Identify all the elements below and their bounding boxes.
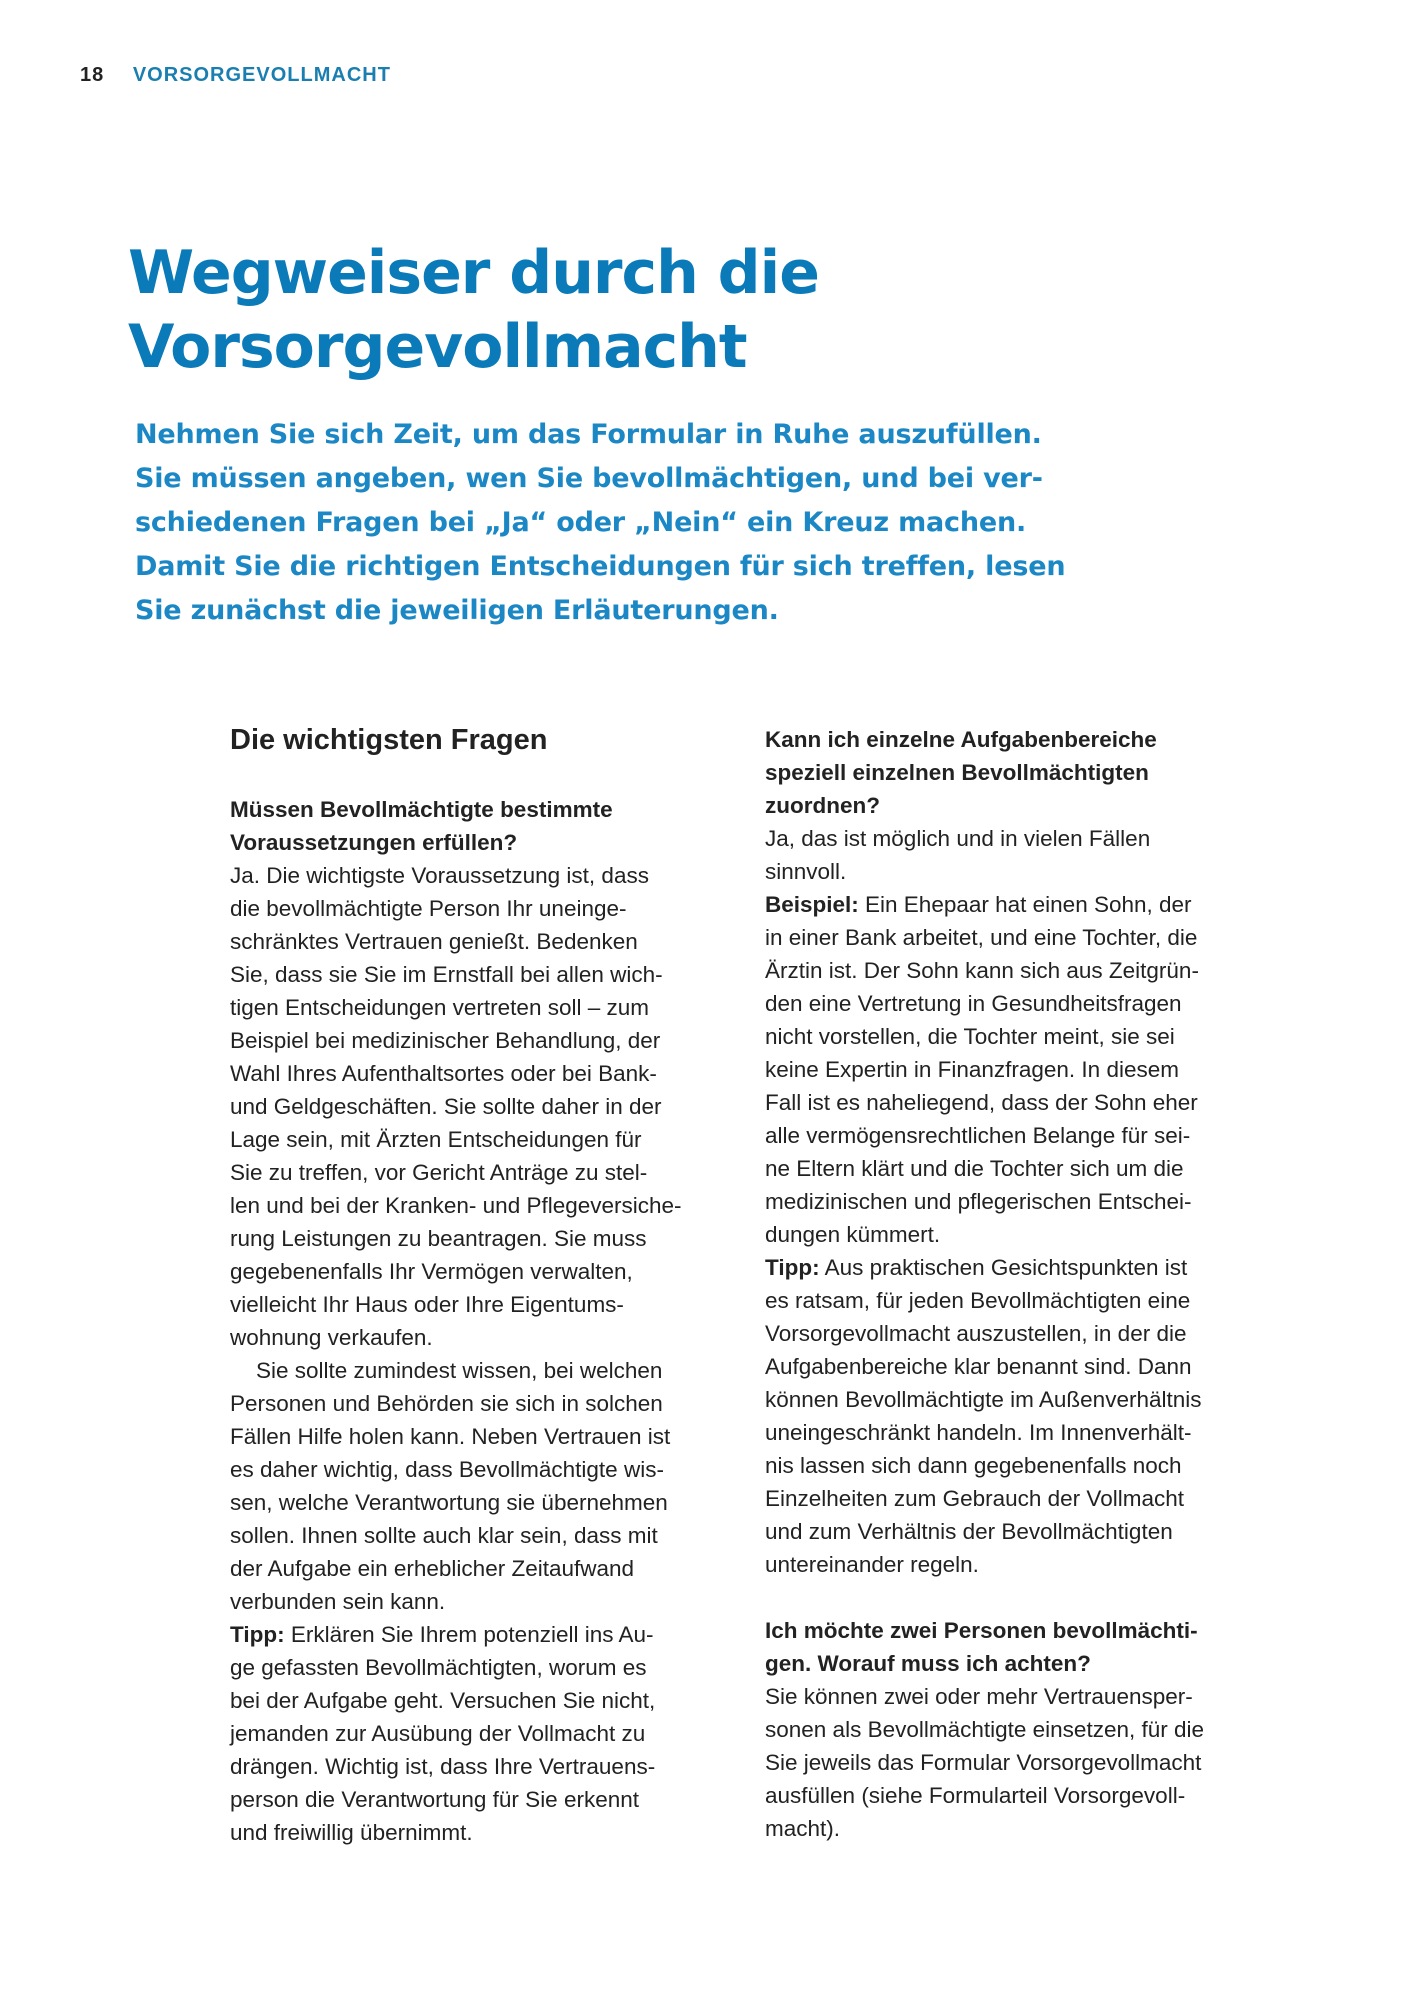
question-line: gen. Worauf muss ich achten?: [765, 1651, 1091, 1676]
body-line: Sie können zwei oder mehr Vertrauensper-: [765, 1684, 1193, 1709]
body-line: und Geldgeschäften. Sie sollte daher in der: [230, 1094, 662, 1119]
tip-label: Tipp:: [765, 1255, 820, 1280]
body-line: schränktes Vertrauen genießt. Bedenken: [230, 929, 638, 954]
body-line: verbunden sein kann.: [230, 1589, 446, 1614]
answer-paragraph: [765, 822, 1305, 888]
question-heading: [765, 1614, 1305, 1680]
body-line: ausfüllen (siehe Formularteil Vorsorgevoll-: [765, 1783, 1186, 1808]
lead-paragraph: [135, 413, 1135, 633]
body-line: und zum Verhältnis der Bevollmächtigten: [765, 1519, 1173, 1544]
body-line: Ärztin ist. Der Sohn kann sich aus Zeitgrün-: [765, 958, 1199, 983]
body-line: Ja. Die wichtigste Voraussetzung ist, dass: [230, 863, 649, 888]
body-line: vielleicht Ihr Haus oder Ihre Eigentums-: [230, 1292, 624, 1317]
body-line: Wahl Ihres Aufenthaltsortes oder bei Bank-: [230, 1061, 657, 1086]
paragraph-spacer: [765, 1581, 1305, 1614]
body-line: den eine Vertretung in Gesundheitsfragen: [765, 991, 1182, 1016]
running-head: [80, 62, 391, 88]
tip-text: Erklären Sie Ihrem potenziell ins Au-: [284, 1622, 654, 1647]
body-line: sen, welche Verantwortung sie übernehmen: [230, 1490, 668, 1515]
body-line: Beispiel bei medizinischer Behandlung, der: [230, 1028, 661, 1053]
question-heading: [765, 723, 1305, 822]
section-name: VORSORGEVOLLMACHT: [132, 64, 391, 86]
answer-paragraph: [765, 1680, 1305, 1845]
answer-paragraph: [230, 859, 770, 1354]
answer-paragraph: [230, 1354, 770, 1618]
body-line: in einer Bank arbeitet, und eine Tochter, die: [765, 925, 1198, 950]
lead-line: Nehmen Sie sich Zeit, um das Formular in Ruhe auszufüllen.: [135, 419, 1042, 450]
body-line: Sie, dass sie Sie im Ernstfall bei allen wich-: [230, 962, 663, 987]
question-line: Ich möchte zwei Personen bevollmächti-: [765, 1618, 1198, 1643]
lead-line: schiedenen Fragen bei „Ja“ oder „Nein“ ein Kreuz machen.: [135, 507, 1027, 538]
body-line: sollen. Ihnen sollte auch klar sein, dass mit: [230, 1523, 658, 1548]
question-heading: [230, 793, 770, 859]
body-line: Fällen Hilfe holen kann. Neben Vertrauen ist: [230, 1424, 671, 1449]
tip-paragraph: [765, 1251, 1305, 1581]
body-line: nicht vorstellen, die Tochter meint, sie sei: [765, 1024, 1175, 1049]
right-column: [765, 723, 1305, 1845]
question-line: Müssen Bevollmächtigte bestimmte: [230, 797, 613, 822]
headline-line: Vorsorgevollmacht: [128, 312, 747, 382]
example-label: Beispiel:: [765, 892, 859, 917]
body-line: [765, 888, 1305, 921]
body-line: len und bei der Kranken- und Pflegeversiche-: [230, 1193, 682, 1218]
body-line: medizinischen und pflegerischen Entschei-: [765, 1189, 1192, 1214]
tip-label: Tipp:: [230, 1622, 285, 1647]
body-line: wohnung verkaufen.: [230, 1325, 433, 1350]
body-line: ne Eltern klärt und die Tochter sich um die: [765, 1156, 1184, 1181]
body-line: es ratsam, für jeden Bevollmächtigten eine: [765, 1288, 1191, 1313]
body-line: Sie sollte zumindest wissen, bei welchen: [256, 1358, 663, 1383]
tip-paragraph: [230, 1618, 770, 1849]
lead-line: Damit Sie die richtigen Entscheidungen für sich treffen, lesen: [135, 551, 1066, 582]
left-column: [230, 720, 770, 1849]
question-line: Kann ich einzelne Aufgabenbereiche: [765, 727, 1157, 752]
body-line: und freiwillig übernimmt.: [230, 1820, 473, 1845]
body-line: tigen Entscheidungen vertreten soll – zum: [230, 995, 649, 1020]
body-line: untereinander regeln.: [765, 1552, 979, 1577]
body-line: rung Leistungen zu beantragen. Sie muss: [230, 1226, 647, 1251]
page-headline: [128, 236, 1228, 384]
body-line: macht).: [765, 1816, 841, 1841]
body-line: sinnvoll.: [765, 859, 847, 884]
body-line: alle vermögensrechtlichen Belange für sei-: [765, 1123, 1191, 1148]
body-line: der Aufgabe ein erheblicher Zeitaufwand: [230, 1556, 635, 1581]
body-line: nis lassen sich dann gegebenenfalls noch: [765, 1453, 1182, 1478]
body-line: uneingeschränkt handeln. Im Innenverhält-: [765, 1420, 1192, 1445]
body-line: Lage sein, mit Ärzten Entscheidungen für: [230, 1127, 642, 1152]
body-line: person die Verantwortung für Sie erkennt: [230, 1787, 639, 1812]
body-line: Fall ist es naheliegend, dass der Sohn eher: [765, 1090, 1198, 1115]
body-line: Aufgabenbereiche klar benannt sind. Dann: [765, 1354, 1192, 1379]
body-line: Ja, das ist möglich und in vielen Fällen: [765, 826, 1151, 851]
headline-line: Wegweiser durch die: [128, 238, 819, 308]
body-line: Sie zu treffen, vor Gericht Anträge zu stel-: [230, 1160, 648, 1185]
example-paragraph: [765, 888, 1305, 1251]
example-text: Ein Ehepaar hat einen Sohn, der: [858, 892, 1192, 917]
body-line: drängen. Wichtig ist, dass Ihre Vertrauens-: [230, 1754, 656, 1779]
body-line: Sie jeweils das Formular Vorsorgevollmacht: [765, 1750, 1202, 1775]
body-line: [230, 1618, 770, 1651]
body-line: [765, 1251, 1305, 1284]
page-number: 18: [80, 64, 105, 86]
question-line: zuordnen?: [765, 793, 880, 818]
tip-text: Aus praktischen Gesichtspunkten ist: [819, 1255, 1188, 1280]
body-line: können Bevollmächtigte im Außenverhältnis: [765, 1387, 1202, 1412]
body-line: Vorsorgevollmacht auszustellen, in der die: [765, 1321, 1187, 1346]
body-line: Personen und Behörden sie sich in solchen: [230, 1391, 663, 1416]
question-line: speziell einzelnen Bevollmächtigten: [765, 760, 1149, 785]
body-line: es daher wichtig, dass Bevollmächtigte wis-: [230, 1457, 664, 1482]
lead-line: Sie müssen angeben, wen Sie bevollmächtigen, und bei ver-: [135, 463, 1043, 494]
section-heading: Die wichtigsten Fragen: [230, 724, 548, 756]
body-line: ge gefassten Bevollmächtigten, worum es: [230, 1655, 647, 1680]
body-line: keine Expertin in Finanzfragen. In diesem: [765, 1057, 1179, 1082]
question-line: Voraussetzungen erfüllen?: [230, 830, 518, 855]
body-line: jemanden zur Ausübung der Vollmacht zu: [230, 1721, 646, 1746]
lead-line: Sie zunächst die jeweiligen Erläuterungen.: [135, 595, 779, 626]
body-line: gegebenenfalls Ihr Vermögen verwalten,: [230, 1259, 633, 1284]
body-line: sonen als Bevollmächtigte einsetzen, für die: [765, 1717, 1205, 1742]
body-line: die bevollmächtigte Person Ihr uneinge-: [230, 896, 627, 921]
body-line: dungen kümmert.: [765, 1222, 941, 1247]
body-line: Einzelheiten zum Gebrauch der Vollmacht: [765, 1486, 1184, 1511]
body-line: bei der Aufgabe geht. Versuchen Sie nicht,: [230, 1688, 656, 1713]
